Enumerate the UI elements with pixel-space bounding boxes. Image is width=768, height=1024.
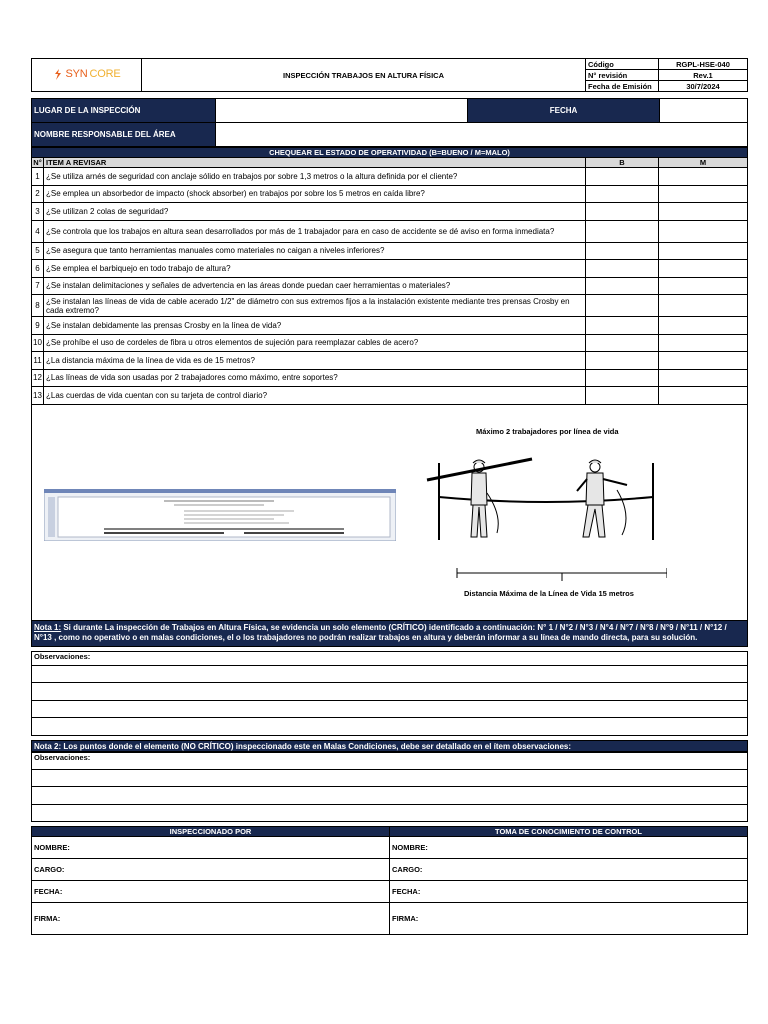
lifeline-workers-drawing — [417, 445, 667, 595]
item-b-cell[interactable] — [585, 242, 658, 260]
observation-line[interactable] — [32, 700, 748, 718]
signature-table — [31, 826, 748, 935]
syncore-logo-icon — [52, 68, 63, 81]
checklist-row — [32, 277, 748, 295]
item-b-cell[interactable] — [585, 369, 658, 387]
item-m-cell[interactable] — [658, 168, 747, 186]
checklist-row — [32, 334, 748, 352]
codigo-label: Código — [586, 59, 659, 70]
item-m-cell[interactable] — [658, 277, 747, 295]
observation-line[interactable] — [32, 787, 748, 805]
codigo-value: RGPL-HSE-040 — [659, 59, 748, 70]
item-m-cell[interactable] — [658, 295, 747, 317]
toma-conocimiento-header: TOMA DE CONOCIMIENTO DE CONTROL — [390, 827, 748, 837]
illustration-caption-bottom: Distancia Máxima de la Línea de Vida 15 metros — [464, 588, 634, 598]
checklist-table — [31, 147, 748, 405]
item-b-cell[interactable] — [585, 317, 658, 335]
emision-label: Fecha de Emisión — [586, 81, 659, 92]
observation-line[interactable] — [32, 665, 748, 683]
nota-1-label: Nota 1: — [34, 622, 62, 632]
item-m-cell[interactable] — [658, 242, 747, 260]
item-b-cell[interactable] — [585, 295, 658, 317]
revision-label: N° revisión — [586, 70, 659, 81]
form-header — [31, 58, 748, 92]
item-b-cell[interactable] — [585, 334, 658, 352]
item-number: 7 — [32, 277, 44, 295]
control-fecha-field[interactable]: FECHA: — [390, 881, 748, 903]
inspector-firma-field[interactable]: FIRMA: — [32, 903, 390, 935]
item-number: 2 — [32, 185, 44, 203]
nota-1-text: Si durante La inspección de Trabajos en Altura Física, se evidencia un solo elemento (CRÍTICO) identificado a continuación: N° 1 / N°2 / N°3 / N°4 / N°7 / N°8 / N°9 / N°11 / N°12 / N°13 , como no operativo o en malas condiciones, el o los trabajadores no podrán realizar trabajos en altura y deberán informar a su línea de mando directa, para su solución. — [34, 622, 727, 642]
item-m-cell[interactable] — [658, 203, 747, 221]
item-number: 3 — [32, 203, 44, 221]
col-m-header: M — [658, 158, 747, 168]
company-logo — [32, 59, 142, 92]
control-nombre-field[interactable]: NOMBRE: — [390, 837, 748, 859]
fecha-label: FECHA — [468, 99, 660, 123]
inspector-fecha-field[interactable]: FECHA: — [32, 881, 390, 903]
emision-value: 30/7/2024 — [659, 81, 748, 92]
item-number: 12 — [32, 369, 44, 387]
item-text: ¿Se utilizan 2 colas de seguridad? — [44, 203, 586, 221]
fecha-field[interactable] — [660, 99, 748, 123]
logo-text-core: CORE — [89, 68, 121, 80]
observaciones-1 — [31, 651, 748, 736]
item-number: 13 — [32, 387, 44, 405]
item-b-cell[interactable] — [585, 203, 658, 221]
inspeccionado-por-header: INSPECCIONADO POR — [32, 827, 390, 837]
item-text: ¿Se controla que los trabajos en altura sean desarrollados por más de 1 trabajador para en caso de accidente se dé aviso en forma inmediata? — [44, 220, 586, 242]
observaciones-label: Observaciones: — [32, 752, 748, 769]
responsable-label: NOMBRE RESPONSABLE DEL ÁREA — [32, 123, 216, 147]
item-text: ¿Se asegura que tanto herramientas manuales como materiales no caigan a niveles inferiores? — [44, 242, 586, 260]
item-text: ¿Se instalan debidamente las prensas Crosby en la línea de vida? — [44, 317, 586, 335]
observation-line[interactable] — [32, 683, 748, 701]
checklist-row — [32, 168, 748, 186]
nota-2: Nota 2: Los puntos donde el elemento (NO CRÍTICO) inspeccionado este en Malas Condiciones, debe ser detallado en el ítem observaciones: — [31, 740, 748, 752]
item-m-cell[interactable] — [658, 352, 747, 370]
responsable-field[interactable] — [216, 123, 748, 147]
item-text: ¿Se instalan las líneas de vida de cable acerado 1/2" de diámetro con sus extremos fijos a la instalación existente mediante tres prensas Crosby en cada extremo? — [44, 295, 586, 317]
control-cargo-field[interactable]: CARGO: — [390, 859, 748, 881]
observaciones-label: Observaciones: — [32, 651, 748, 665]
item-m-cell[interactable] — [658, 317, 747, 335]
item-b-cell[interactable] — [585, 277, 658, 295]
checklist-row — [32, 295, 748, 317]
revision-value: Rev.1 — [659, 70, 748, 81]
observaciones-2 — [31, 752, 748, 823]
item-number: 6 — [32, 260, 44, 278]
item-b-cell[interactable] — [585, 260, 658, 278]
inspection-form — [31, 58, 748, 935]
item-text: ¿Se instalan delimitaciones y señales de advertencia en las áreas donde puedan caer herramientas o materiales? — [44, 277, 586, 295]
item-b-cell[interactable] — [585, 387, 658, 405]
checklist-row — [32, 317, 748, 335]
lugar-field[interactable] — [216, 99, 468, 123]
item-b-cell[interactable] — [585, 352, 658, 370]
checklist-row — [32, 369, 748, 387]
checklist-row — [32, 242, 748, 260]
item-b-cell[interactable] — [585, 220, 658, 242]
item-number: 4 — [32, 220, 44, 242]
observation-line[interactable] — [32, 769, 748, 787]
form-title: INSPECCIÓN TRABAJOS EN ALTURA FÍSICA — [142, 59, 586, 92]
item-number: 9 — [32, 317, 44, 335]
embedded-document-image — [44, 489, 396, 541]
item-text: ¿Se emplea el barbiquejo en todo trabajo de altura? — [44, 260, 586, 278]
item-m-cell[interactable] — [658, 334, 747, 352]
observation-line[interactable] — [32, 718, 748, 736]
item-text: ¿Las cuerdas de vida cuentan con su tarjeta de control diario? — [44, 387, 586, 405]
checklist-row — [32, 220, 748, 242]
item-m-cell[interactable] — [658, 387, 747, 405]
item-text: ¿Se utiliza arnés de seguridad con anclaje sólido en trabajos por sobre 1,3 metros o la altura definida por el cliente? — [44, 168, 586, 186]
item-number: 1 — [32, 168, 44, 186]
inspector-nombre-field[interactable]: NOMBRE: — [32, 837, 390, 859]
illustration-area — [31, 405, 748, 621]
logo-text-syn: SYN — [65, 68, 88, 80]
observation-line[interactable] — [32, 804, 748, 822]
checklist-row — [32, 352, 748, 370]
item-text: ¿La distancia máxima de la línea de vida es de 15 metros? — [44, 352, 586, 370]
item-number: 10 — [32, 334, 44, 352]
item-text: ¿Se prohíbe el uso de cordeles de fibra u otros elementos de sujeción para reemplazar cables de acero? — [44, 334, 586, 352]
control-firma-field[interactable]: FIRMA: — [390, 903, 748, 935]
checklist-row — [32, 387, 748, 405]
item-number: 8 — [32, 295, 44, 317]
col-item-header: ITEM A REVISAR — [44, 158, 586, 168]
illustration-caption-top: Máximo 2 trabajadores por línea de vida — [476, 426, 619, 436]
col-num-header: N° — [33, 158, 42, 167]
item-b-cell[interactable] — [585, 185, 658, 203]
checklist-section-title: CHEQUEAR EL ESTADO DE OPERATIVIDAD (B=BUENO / M=MALO) — [32, 148, 748, 158]
item-m-cell[interactable] — [658, 260, 747, 278]
item-m-cell[interactable] — [658, 220, 747, 242]
checklist-row — [32, 203, 748, 221]
item-text: ¿Las líneas de vida son usadas por 2 trabajadores como máximo, entre soportes? — [44, 369, 586, 387]
col-b-header: B — [585, 158, 658, 168]
item-b-cell[interactable] — [585, 168, 658, 186]
item-number: 5 — [32, 242, 44, 260]
item-number: 11 — [32, 352, 44, 370]
item-text: ¿Se emplea un absorbedor de impacto (shock absorber) en trabajos por sobre los 5 metros en caída libre? — [44, 185, 586, 203]
checklist-row — [32, 185, 748, 203]
checklist-row — [32, 260, 748, 278]
inspector-cargo-field[interactable]: CARGO: — [32, 859, 390, 881]
item-m-cell[interactable] — [658, 369, 747, 387]
inspection-info — [31, 98, 748, 147]
lugar-label: LUGAR DE LA INSPECCIÓN — [32, 99, 216, 123]
item-m-cell[interactable] — [658, 185, 747, 203]
nota-1 — [31, 620, 748, 647]
